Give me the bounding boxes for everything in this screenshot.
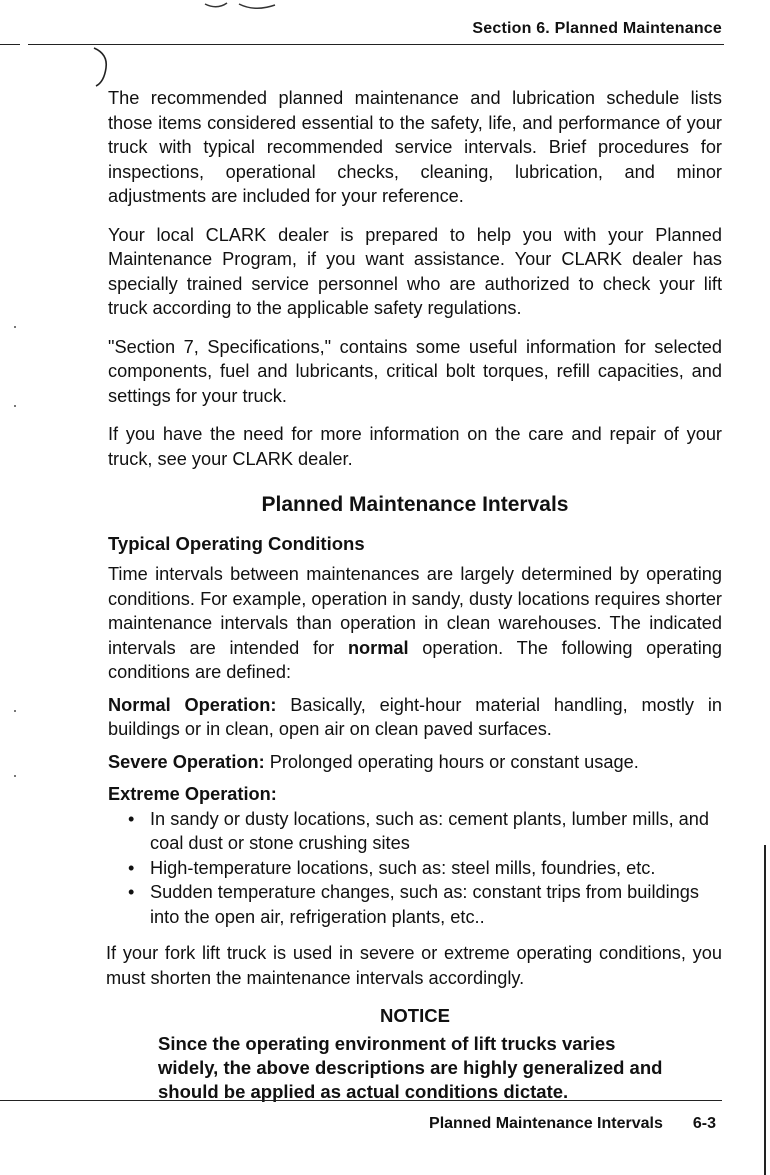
intro-paragraph: "Section 7, Specifications," contains some useful information for selected components, fuel and lubricants, critical bolt torques, refill capacities, and settings for your truck. [108, 336, 722, 406]
conditions-text: operation. The following operating conditions are defined: [108, 637, 723, 682]
bullet-icon: • [128, 857, 135, 878]
scan-speck [14, 326, 16, 328]
list-item [128, 807, 722, 856]
intro-paragraph: The recommended planned maintenance and lubrication schedule lists those items considered essential to the safety, life, and performance of your truck with typical recommended service intervals. Brief procedures for inspections, operational checks, cleaning, lubrication, and minor adjustments are included for your reference. [108, 88, 722, 206]
subsection-heading: Typical Operating Conditions [108, 532, 365, 554]
scan-mark-icon [195, 0, 285, 14]
page-edge-line [764, 845, 766, 1175]
severe-operation-term: Severe Operation: [108, 751, 265, 772]
page-content [108, 86, 722, 1104]
normal-operation-term: Normal Operation: [108, 694, 277, 715]
severe-operation-text: Prolonged operating hours or constant usage. [264, 751, 639, 772]
conditions-paragraph [108, 562, 722, 685]
header-rule [28, 44, 724, 45]
list-item [128, 880, 722, 929]
footer-title: Planned Maintenance Intervals [429, 1115, 663, 1132]
notice-text: Since the operating environment of lift trucks varies widely, the above descriptions are highly generalized and should be applied as actual conditions dictate. [158, 1032, 663, 1102]
list-item-text: High-temperature locations, such as: steel mills, foundries, etc. [150, 857, 656, 878]
normal-operation-text: Basically, eight-hour material handling, mostly in buildings or in clean, open air on clean paved surfaces. [108, 694, 722, 739]
footer-rule [0, 1100, 722, 1101]
extreme-conditions-list [108, 807, 722, 930]
list-item [128, 856, 722, 881]
notice-title: NOTICE [380, 1005, 450, 1026]
section-heading: Planned Maintenance Intervals [261, 493, 569, 516]
bracket-mark-icon [92, 46, 112, 88]
severe-operation-definition [108, 750, 722, 775]
header-rule-stub [0, 44, 20, 45]
closing-paragraph: If your fork lift truck is used in severe or extreme operating conditions, you must shorten the maintenance intervals accordingly. [106, 943, 722, 988]
bullet-icon: • [128, 808, 135, 829]
page-number: 6-3 [692, 1115, 716, 1132]
conditions-text: Time intervals between maintenances are largely determined by operating conditions. For example, operation in sandy, dusty locations requires shorter maintenance intervals than operation in clean warehouses. The indicated intervals are intended for [108, 564, 722, 658]
notice-box [108, 1004, 722, 1104]
list-item-text: In sandy or dusty locations, such as: cement plants, lumber mills, and coal dust or stone crushing sites [150, 808, 710, 853]
scan-speck [14, 405, 16, 407]
extreme-operation-term: Extreme Operation: [108, 784, 277, 804]
intro-paragraph: Your local CLARK dealer is prepared to help you with your Planned Maintenance Program, if you want assistance. Your CLARK dealer has specially trained service personnel who are authorized to check your lift truck according to the applicable safety regulations. [108, 224, 722, 318]
intro-paragraph: If you have the need for more information on the care and repair of your truck, see your CLARK dealer. [108, 424, 722, 469]
scan-speck [14, 775, 16, 777]
scan-speck [14, 710, 16, 712]
conditions-emphasis: normal [347, 637, 409, 658]
normal-operation-definition [108, 693, 722, 742]
section-header: Section 6. Planned Maintenance [472, 20, 722, 37]
bullet-icon: • [128, 882, 135, 902]
page-footer [429, 1115, 716, 1133]
list-item-text: Sudden temperature changes, such as: constant trips from buildings into the open air, refrigeration plants, etc.. [150, 882, 699, 927]
